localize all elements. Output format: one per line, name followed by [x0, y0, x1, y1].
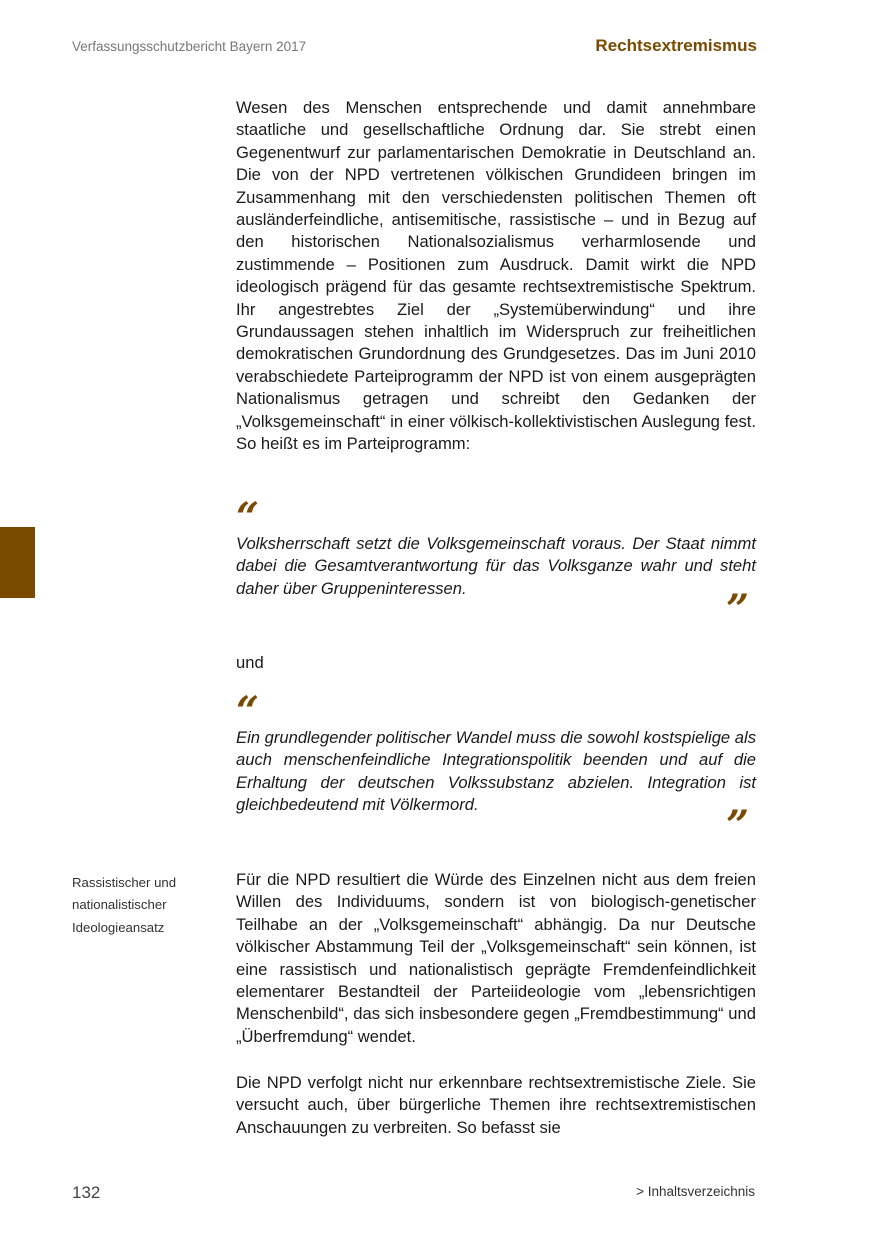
paragraph-2: Für die NPD resultiert die Würde des Einzelnen nicht aus dem freien Willen des Individuums, sondern ist von biologisch-genetischer Teilhabe an der „Volksgemeinschaft“ abhängig. Da nur Deutsche völkischer Abstammung Teil der „Volksgemeinschaft“ sein können, ist eine rassistisch und nationalistisch geprägte Fremdenfeindlichkeit elementarer Bestandteil der Parteiideologie vom „lebensrichtigen Menschenbild“, das sich insbesondere gegen „Fremdbestimmung“ und „Überfremdung“ wendet. [236, 870, 756, 1046]
connector-block [236, 652, 756, 674]
connector-text: und [236, 653, 264, 672]
table-of-contents-link[interactable]: > Inhaltsverzeichnis [636, 1184, 755, 1199]
quote-open-mark-icon: “ [236, 688, 260, 735]
paragraph-1: Wesen des Menschen entsprechende und damit annehmbare staatliche und gesellschaftliche Ordnung dar. Sie strebt einen Gegenentwurf zur parlamentarischen Demokratie in Deutschland an. Die von der NPD vertretenen völkischen Grundideen bringen im Zusammenhang mit den verschiedensten politischen Themen oft ausländerfeindliche, antisemitische, rassistische – und in Bezug auf den historischen Nationalsozialismus verharmlosende und zustimmende – Positionen zum Ausdruck. Damit wirkt die NPD ideologisch prägend für das gesamte rechtsextremistische Spektrum. Ihr angestrebtes Ziel der „Systemüberwindung“ und ihre Grundaussagen stehen inhaltlich im Widerspruch zur freiheitlichen demokratischen Grundordnung des Grundgesetzes. Das im Juni 2010 verabschiedete Parteiprogramm der NPD ist von einem ausgeprägten Nationalismus getragen und schreibt den Gedanken der „Volksgemeinschaft“ in einer völkisch-kollektivistischen Auslegung fest. So heißt es im Parteiprogramm: [236, 98, 756, 454]
paragraph-intro [236, 97, 756, 456]
margin-note [72, 872, 212, 939]
section-title: Rechtsextremismus [595, 36, 757, 55]
paragraph-3: Die NPD verfolgt nicht nur erkennbare rechtsextremistische Ziele. Sie versucht auch, über bürgerliche Themen ihre rechtsextremistischen Anschauungen zu verbreiten. So befasst sie [236, 1073, 756, 1137]
page-number: 132 [72, 1183, 101, 1202]
quote-open-mark-icon: “ [236, 494, 260, 541]
chapter-tab-marker [0, 527, 35, 598]
paragraph-ideology [236, 869, 756, 1048]
margin-note-line: nationalistischer [72, 897, 167, 913]
margin-note-line: Ideologieansatz [72, 919, 165, 935]
quote-1-text: Volksherrschaft setzt die Volksgemeinschaft voraus. Der Staat nimmt dabei die Gesamtverantwortung für das Volksganze wahr und steht daher über Gruppeninteressen. [236, 534, 756, 598]
report-title: Verfassungsschutzbericht Bayern 2017 [72, 39, 307, 54]
paragraph-continued [236, 1072, 756, 1139]
quote-2-text: Ein grundlegender politischer Wandel muss die sowohl kostspielige als auch menschenfeindliche Integrationspolitik beenden und auf die Erhaltung der deutschen Volkssubstanz abzielen. Integration ist gleichbedeutend mit Völkermord. [236, 728, 756, 815]
quote-block-2 [236, 727, 756, 817]
quote-block-1 [236, 533, 756, 600]
quote-close-mark-icon: ” [726, 802, 750, 849]
margin-note-line: Rassistischer und [72, 875, 177, 890]
quote-close-mark-icon: ” [726, 586, 750, 633]
